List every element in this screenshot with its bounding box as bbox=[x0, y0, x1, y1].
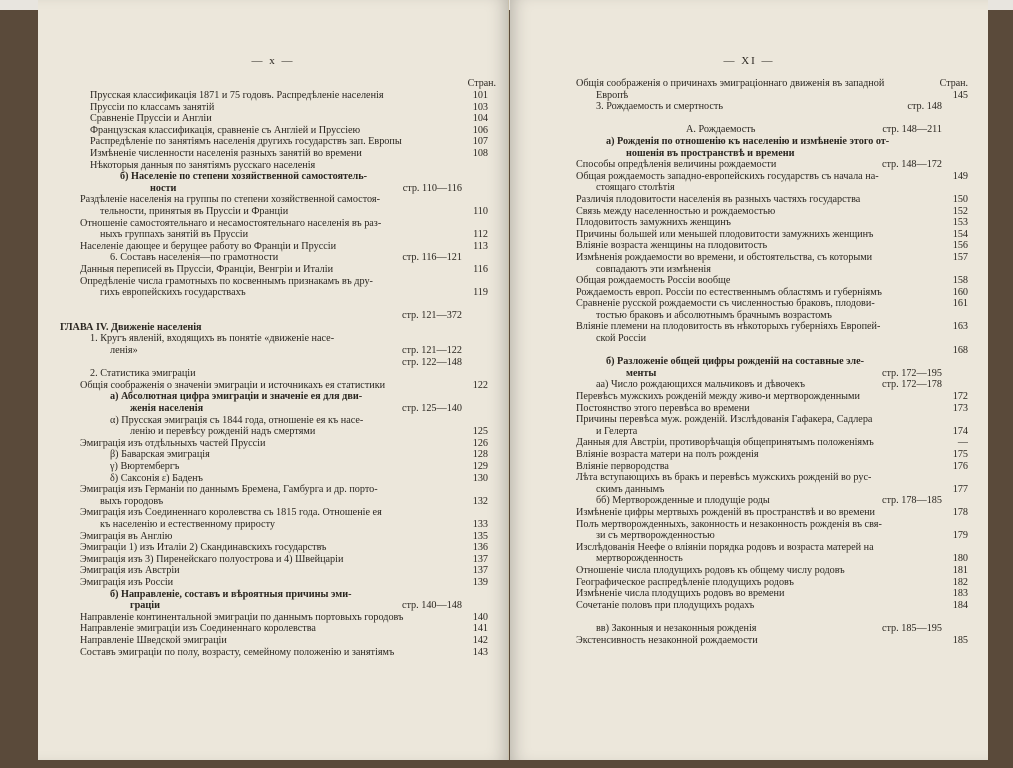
page-number: — XI — bbox=[723, 55, 775, 67]
toc-entry bbox=[536, 611, 968, 623]
toc-entry bbox=[536, 101, 968, 113]
toc-entry bbox=[536, 495, 968, 507]
left-page bbox=[38, 0, 509, 760]
toc-entry bbox=[50, 600, 488, 612]
entry-title: вв) Законныя и незаконныя рожденія bbox=[596, 622, 757, 634]
page-ref: 139 bbox=[472, 576, 488, 588]
entry-title: гихъ европейскихъ государствахъ bbox=[100, 287, 246, 299]
toc-entry bbox=[536, 461, 968, 473]
toc-entry bbox=[536, 588, 968, 600]
entry-title: δ) Саксонія ε) Баденъ bbox=[110, 472, 203, 484]
entry-title: Опредѣленіе числа грамотныхъ по косвеннымъ признакамъ въ дру- bbox=[80, 275, 373, 287]
page-ref: 184 bbox=[952, 599, 968, 611]
entry-title: ГЛАВА IV. Движеніе населенія bbox=[60, 321, 202, 333]
toc-entry bbox=[50, 461, 488, 473]
toc-entry bbox=[50, 623, 488, 635]
page-ref: 150 bbox=[952, 193, 968, 205]
entry-title: Направленіе эмиграціи изъ Соединеннаго королевства bbox=[80, 623, 316, 635]
entry-title: Вліяніе возраста женщины на плодовитость bbox=[576, 240, 768, 252]
entry-title: ношенія въ пространствѣ и времени bbox=[626, 147, 795, 159]
page-ref: 178 bbox=[952, 506, 968, 518]
toc-entry bbox=[50, 635, 488, 647]
page-ref: 168 bbox=[952, 344, 968, 356]
entry-title: ленію и перевѣсу рожденій надъ смертями bbox=[130, 426, 316, 438]
entry-title: Различія плодовитости населенія въ разныхъ частяхъ государства bbox=[576, 193, 861, 205]
entry-title: а) Абсолютная цифра эмиграціи и значеніе ея для дви- bbox=[110, 391, 363, 403]
page-ref: 106 bbox=[472, 124, 488, 136]
toc-entry bbox=[536, 287, 968, 299]
toc-entry bbox=[50, 90, 488, 102]
entry-title: скимъ даннымъ bbox=[596, 483, 665, 495]
entry-title: Сравненіе русской рождаемости съ численностью браковъ, плодови- bbox=[576, 298, 875, 310]
entry-title: Экстенсивность незаконной рождаемости bbox=[576, 634, 758, 646]
toc-entry bbox=[536, 379, 968, 391]
entry-title: 2. Статистика эмиграціи bbox=[90, 368, 196, 380]
toc-entry bbox=[50, 310, 488, 322]
toc-entry bbox=[536, 391, 968, 403]
toc-entry bbox=[50, 531, 488, 543]
page-ref: 180 bbox=[952, 553, 968, 565]
toc-entry bbox=[536, 321, 968, 333]
page-range: стр. 148—211 bbox=[882, 124, 942, 136]
page-ref: 161 bbox=[952, 298, 968, 310]
entry-title: Причины большей или меньшей плодовитости замужнихъ женщинъ bbox=[576, 228, 874, 240]
entry-title: Причины перевѣса муж. рожденій. Изслѣдованія Гафакера, Садлера bbox=[576, 414, 873, 426]
entry-title: Раздѣленіе населенія на группы по степени хозяйственной самостоя- bbox=[80, 194, 381, 206]
entry-title: Эмиграціи 1) изъ Италіи 2) Скандинавскихъ государствъ bbox=[80, 542, 327, 554]
entry-title: Географическое распредѣленіе плодущихъ родовъ bbox=[576, 576, 794, 588]
entry-title: γ) Вюртембергъ bbox=[110, 461, 180, 472]
page-ref: 154 bbox=[952, 228, 968, 240]
page-ref: 149 bbox=[952, 170, 968, 182]
entry-title: б) Разложеніе общей цифры рожденій на составные эле- bbox=[606, 356, 865, 368]
entry-title: Направленіе Шведской эмиграціи bbox=[80, 634, 227, 646]
page-range: стр. 172—195 bbox=[881, 367, 942, 379]
toc-entry bbox=[536, 206, 968, 218]
toc-entry bbox=[536, 345, 968, 357]
page-ref: 177 bbox=[952, 483, 968, 495]
entry-title: Эмиграція изъ 3) Пиренейскаго полуострова и 4) Швейцаріи bbox=[80, 553, 344, 565]
entry-title: Вліяніе первородства bbox=[576, 460, 669, 472]
entry-title: Распредѣленіе по занятіямъ населенія другихъ государствъ зап. Европы bbox=[90, 136, 402, 148]
entry-title: бб) Мертворожденные и плодущіе роды bbox=[596, 495, 770, 507]
entry-title: Эмиграція изъ отдѣльныхъ частей Пруссіи bbox=[80, 437, 266, 449]
entry-title: Полъ мертворожденныхъ, законность и незаконность рожденія въ свя- bbox=[576, 518, 882, 530]
page-ref: 185 bbox=[952, 634, 968, 646]
toc-entry bbox=[536, 90, 968, 102]
toc-entry bbox=[50, 473, 488, 485]
entry-title: Связь между населенностью и рождаемостью bbox=[576, 205, 776, 217]
entry-title: ленія» bbox=[110, 345, 138, 357]
entry-title: Эмиграція изъ Австріи bbox=[80, 565, 180, 577]
pages-column-header: Стран. bbox=[467, 78, 496, 89]
page-ref: 129 bbox=[472, 461, 488, 472]
toc-entry bbox=[536, 449, 968, 461]
pages-column-header: Стран. bbox=[939, 78, 968, 89]
toc-entry bbox=[50, 391, 488, 403]
entry-title: α) Прусская эмиграція съ 1844 года, отношеніе ея къ насе- bbox=[110, 414, 364, 426]
toc-list bbox=[50, 90, 488, 658]
entry-title: Отношеніе числа плодущихъ родовъ къ общему числу родовъ bbox=[576, 564, 845, 576]
entry-title: б) Населеніе по степени хозяйственной самостоятель- bbox=[120, 171, 367, 183]
toc-entry bbox=[536, 577, 968, 589]
toc-entry bbox=[536, 310, 968, 322]
toc-entry bbox=[50, 612, 488, 624]
toc-entry bbox=[536, 159, 968, 171]
page-range: стр. 148 bbox=[907, 101, 942, 113]
entry-title: Эмиграція въ Англію bbox=[80, 530, 173, 542]
entry-title: Рождаемость европ. Россіи по естественнымъ областямъ и губерніямъ bbox=[576, 286, 882, 298]
toc-entry bbox=[536, 113, 968, 125]
toc-entry bbox=[50, 113, 488, 125]
toc-entry bbox=[50, 287, 488, 299]
entry-title: Эмиграція изъ Соединеннаго королевства съ 1815 года. Отношеніе ея bbox=[80, 507, 382, 519]
page-number: — x — bbox=[251, 55, 295, 67]
page-range: стр. 148—172 bbox=[881, 159, 942, 171]
toc-entry bbox=[50, 252, 488, 264]
toc-entry bbox=[50, 438, 488, 450]
toc-entry bbox=[536, 333, 968, 345]
entry-title: ской Россіи bbox=[596, 333, 647, 345]
entry-title: Измѣненіе численности населенія разныхъ занятій во времени bbox=[90, 147, 362, 159]
toc-entry bbox=[50, 403, 488, 415]
page-ref: 153 bbox=[952, 217, 968, 229]
toc-entry bbox=[536, 78, 968, 90]
entry-title: β) Баварская эмиграція bbox=[110, 449, 210, 461]
entry-title: Общая рождаемость Россіи вообще bbox=[576, 275, 731, 287]
entry-title: зи съ мертворожденностью bbox=[596, 530, 715, 542]
toc-entry bbox=[50, 206, 488, 218]
entry-title: Измѣненіе цифры мертвыхъ рожденій въ пространствѣ и во времени bbox=[576, 506, 876, 518]
page-ref: 179 bbox=[952, 530, 968, 542]
page-ref: 110 bbox=[473, 205, 488, 217]
toc-entry bbox=[536, 635, 968, 647]
entry-title: мертворожденность bbox=[596, 553, 683, 565]
page-ref: 182 bbox=[952, 576, 968, 588]
page-ref: 174 bbox=[952, 425, 968, 437]
entry-title: Способы опредѣленія величины рождаемости bbox=[576, 159, 777, 171]
page-ref: 142 bbox=[472, 634, 488, 646]
page-ref: 104 bbox=[472, 113, 488, 125]
entry-title: менты bbox=[626, 367, 657, 379]
entry-title: Общая рождаемость западно-европейскихъ государствъ съ начала на- bbox=[576, 170, 879, 182]
page-ref: 113 bbox=[473, 240, 488, 252]
page-ref: 101 bbox=[472, 90, 488, 101]
entry-title: Пруссіи по классамъ занятій bbox=[90, 101, 215, 113]
entry-title: Прусская классификація 1871 и 75 годовъ. Распредѣленіе населенія bbox=[90, 90, 384, 101]
entry-title: Данныя переписей въ Пруссіи, Франціи, Венгріи и Италіи bbox=[80, 263, 334, 275]
toc-entry bbox=[536, 623, 968, 635]
toc-entry bbox=[536, 437, 968, 449]
entry-title: граціи bbox=[130, 600, 160, 612]
page-range: стр. 121—122 bbox=[401, 345, 462, 357]
toc-entry bbox=[536, 414, 968, 426]
toc-entry bbox=[536, 484, 968, 496]
toc-entry bbox=[50, 136, 488, 148]
page-ref: 103 bbox=[472, 101, 488, 113]
page-ref: 158 bbox=[952, 275, 968, 287]
toc-entry bbox=[50, 554, 488, 566]
page-ref: 157 bbox=[952, 251, 968, 263]
page-ref: 152 bbox=[952, 205, 968, 217]
entry-title: Сочетаніе половъ при плодущихъ родахъ bbox=[576, 599, 755, 611]
toc-entry bbox=[50, 125, 488, 137]
entry-title: Европѣ bbox=[596, 89, 629, 101]
toc-entry bbox=[536, 298, 968, 310]
page-ref: 173 bbox=[952, 402, 968, 414]
entry-title: стоящаго столѣтія bbox=[596, 182, 675, 194]
entry-title: Данныя для Австріи, противорѣчащія общепринятымъ положеніямъ bbox=[576, 437, 874, 449]
page-ref: 160 bbox=[952, 286, 968, 298]
toc-entry bbox=[50, 496, 488, 508]
toc-entry bbox=[536, 519, 968, 531]
toc-entry bbox=[50, 183, 488, 195]
entry-title: тельности, принятыя въ Пруссіи и Франціи bbox=[100, 205, 289, 217]
entry-title: Нѣкоторыя данныя по занятіямъ русскаго населенія bbox=[90, 159, 316, 171]
toc-entry bbox=[536, 264, 968, 276]
entry-title: Вліяніе возраста матери на полъ рожденія bbox=[576, 449, 759, 460]
entry-title: 6. Составъ населенія—по грамотности bbox=[110, 252, 279, 264]
toc-entry bbox=[536, 403, 968, 415]
toc-entry bbox=[50, 299, 488, 311]
page-ref: 141 bbox=[472, 623, 488, 635]
entry-title: къ населенію и естественному приросту bbox=[100, 518, 275, 530]
toc-entry bbox=[536, 124, 968, 136]
entry-title: и Гелерта bbox=[596, 425, 638, 437]
toc-entry bbox=[50, 589, 488, 601]
entry-title: Вліяніе племени на плодовитость въ нѣкоторыхъ губерніяхъ Европей- bbox=[576, 321, 881, 333]
page-ref: 176 bbox=[952, 460, 968, 472]
page-range: стр. 110—116 bbox=[402, 182, 462, 194]
toc-entry bbox=[536, 507, 968, 519]
entry-title: ныхъ группахъ занятій въ Пруссіи bbox=[100, 229, 249, 241]
page-ref: 175 bbox=[952, 449, 968, 460]
entry-title: Постоянство этого перевѣса во времени bbox=[576, 402, 750, 414]
toc-entry bbox=[536, 472, 968, 484]
entry-title: Отношеніе самостоятельнаго и несамостоятельнаго населенія въ раз- bbox=[80, 217, 382, 229]
entry-title: б) Направленіе, составъ и вѣроятныя причины эми- bbox=[110, 588, 352, 600]
page-ref: — bbox=[957, 437, 968, 449]
toc-entry bbox=[536, 356, 968, 368]
toc-entry bbox=[50, 160, 488, 172]
page-range: стр. 116—121 bbox=[402, 252, 462, 264]
entry-title: Французская классификація, сравненіе съ Англіей и Пруссіею bbox=[90, 124, 361, 136]
toc-entry bbox=[50, 148, 488, 160]
toc-entry bbox=[50, 241, 488, 253]
right-page bbox=[510, 0, 988, 760]
toc-entry bbox=[50, 565, 488, 577]
page-ref: 132 bbox=[472, 495, 488, 507]
toc-entry bbox=[50, 345, 488, 357]
page-range: стр. 140—148 bbox=[401, 600, 462, 612]
toc-entry bbox=[50, 333, 488, 345]
entry-title: Сравненіе Пруссіи и Англіи bbox=[90, 113, 212, 125]
entry-title: 1. Кругъ явленій, входящихъ въ понятіе «движеніе насе- bbox=[90, 333, 335, 345]
toc-entry bbox=[536, 275, 968, 287]
page-ref: 133 bbox=[472, 518, 488, 530]
entry-title: Изслѣдованія Неефе о вліяніи порядка родовъ и возраста матерей на bbox=[576, 541, 874, 553]
entry-title: Лѣта вступающихъ въ бракъ и перевѣсъ мужскихъ рожденій во рус- bbox=[576, 472, 872, 484]
toc-entry bbox=[50, 380, 488, 392]
entry-title: Общія соображенія о значеніи эмиграціи и источникахъ ея статистики bbox=[80, 379, 386, 391]
toc-entry bbox=[536, 530, 968, 542]
page-range: стр. 172—178 bbox=[881, 379, 942, 391]
toc-entry bbox=[50, 322, 488, 334]
toc-entry bbox=[50, 264, 488, 276]
toc-entry bbox=[536, 600, 968, 612]
page-ref: 126 bbox=[472, 437, 488, 449]
toc-entry bbox=[536, 553, 968, 565]
entry-title: Перевѣсъ мужскихъ рожденій между живо-и мертворожденными bbox=[576, 391, 860, 403]
entry-title: тостью браковъ и абсолютнымъ брачнымъ возрастомъ bbox=[596, 309, 832, 321]
toc-entry bbox=[50, 507, 488, 519]
page-ref: 135 bbox=[472, 530, 488, 542]
page-range: стр. 121—372 bbox=[401, 310, 462, 322]
entry-title: Населеніе дающее и берущее работу во Франціи и Пруссіи bbox=[80, 240, 337, 252]
toc-entry bbox=[50, 519, 488, 531]
toc-entry bbox=[50, 577, 488, 589]
entry-title: Составъ эмиграціи по полу, возрасту, семейному положенію и занятіямъ bbox=[80, 646, 395, 658]
page-ref: 122 bbox=[472, 379, 488, 391]
toc-entry bbox=[536, 229, 968, 241]
page-ref: 119 bbox=[473, 287, 488, 299]
toc-entry bbox=[50, 171, 488, 183]
page-ref: 163 bbox=[952, 321, 968, 333]
entry-title: 3. Рождаемость и смертность bbox=[596, 101, 723, 113]
toc-entry bbox=[50, 368, 488, 380]
page-ref: 183 bbox=[952, 588, 968, 600]
entry-title: выхъ городовъ bbox=[100, 495, 164, 507]
entry-title: Измѣненіе числа плодущихъ родовъ во времени bbox=[576, 588, 785, 600]
entry-title: Плодовитость замужнихъ женщинъ bbox=[576, 217, 731, 229]
toc-entry bbox=[50, 542, 488, 554]
toc-entry bbox=[50, 276, 488, 288]
page-ref: 140 bbox=[472, 611, 488, 623]
page-ref: 172 bbox=[952, 391, 968, 403]
toc-entry bbox=[536, 148, 968, 160]
toc-entry bbox=[50, 218, 488, 230]
page-ref: 181 bbox=[952, 564, 968, 576]
toc-entry bbox=[50, 415, 488, 427]
toc-entry bbox=[50, 229, 488, 241]
page-ref: 145 bbox=[952, 89, 968, 101]
toc-entry bbox=[536, 542, 968, 554]
toc-entry bbox=[50, 484, 488, 496]
page-ref: 136 bbox=[472, 542, 488, 554]
toc-entry bbox=[536, 565, 968, 577]
toc-entry bbox=[536, 426, 968, 438]
entry-title: А. Рождаемость bbox=[686, 124, 756, 136]
entry-title: ности bbox=[150, 182, 177, 194]
toc-entry bbox=[50, 102, 488, 114]
entry-title: а) Рожденія по отношенію къ населенію и измѣненіе этого от- bbox=[606, 135, 890, 147]
page-ref: 128 bbox=[472, 449, 488, 461]
page-range: стр. 185—195 bbox=[881, 622, 942, 634]
toc-entry bbox=[536, 368, 968, 380]
page-ref: 143 bbox=[472, 646, 488, 658]
toc-list bbox=[536, 78, 968, 646]
entry-title: Общія соображенія о причинахъ эмиграціоннаго движенія въ западной bbox=[576, 78, 885, 89]
page-ref: 156 bbox=[952, 240, 968, 252]
page-ref: 116 bbox=[473, 263, 488, 275]
toc-entry bbox=[50, 194, 488, 206]
page-ref: 130 bbox=[472, 472, 488, 484]
toc-entry bbox=[50, 647, 488, 659]
page-range: стр. 122—148 bbox=[401, 356, 462, 368]
toc-entry bbox=[536, 136, 968, 148]
page-ref: 108 bbox=[472, 147, 488, 159]
toc-entry bbox=[536, 252, 968, 264]
toc-entry bbox=[536, 240, 968, 252]
entry-title: Измѣненія рождаемости во времени, и обстоятельства, съ которыми bbox=[576, 251, 873, 263]
toc-entry bbox=[50, 357, 488, 369]
entry-title: Эмиграція изъ Россіи bbox=[80, 576, 174, 588]
page-ref: 125 bbox=[472, 426, 488, 438]
entry-title: аа) Число рождающихся мальчиковъ и дѣвочекъ bbox=[596, 379, 805, 391]
toc-entry bbox=[536, 194, 968, 206]
toc-entry bbox=[50, 449, 488, 461]
page-range: стр. 125—140 bbox=[401, 403, 462, 415]
page-ref: 137 bbox=[472, 565, 488, 577]
entry-title: Эмиграція изъ Германіи по даннымъ Бремена, Гамбурга и др. порто- bbox=[80, 484, 378, 496]
entry-title: совпадаютъ эти измѣненія bbox=[596, 263, 711, 275]
toc-entry bbox=[536, 171, 968, 183]
entry-title: Направленіе континентальной эмиграціи по даннымъ портовыхъ городовъ bbox=[80, 611, 404, 623]
page-ref: 112 bbox=[473, 229, 488, 241]
toc-entry bbox=[536, 182, 968, 194]
entry-title: женія населенія bbox=[130, 403, 204, 415]
page-ref: 137 bbox=[472, 553, 488, 565]
toc-entry bbox=[50, 426, 488, 438]
toc-entry bbox=[536, 217, 968, 229]
page-ref: 107 bbox=[472, 136, 488, 148]
page-range: стр. 178—185 bbox=[881, 495, 942, 507]
